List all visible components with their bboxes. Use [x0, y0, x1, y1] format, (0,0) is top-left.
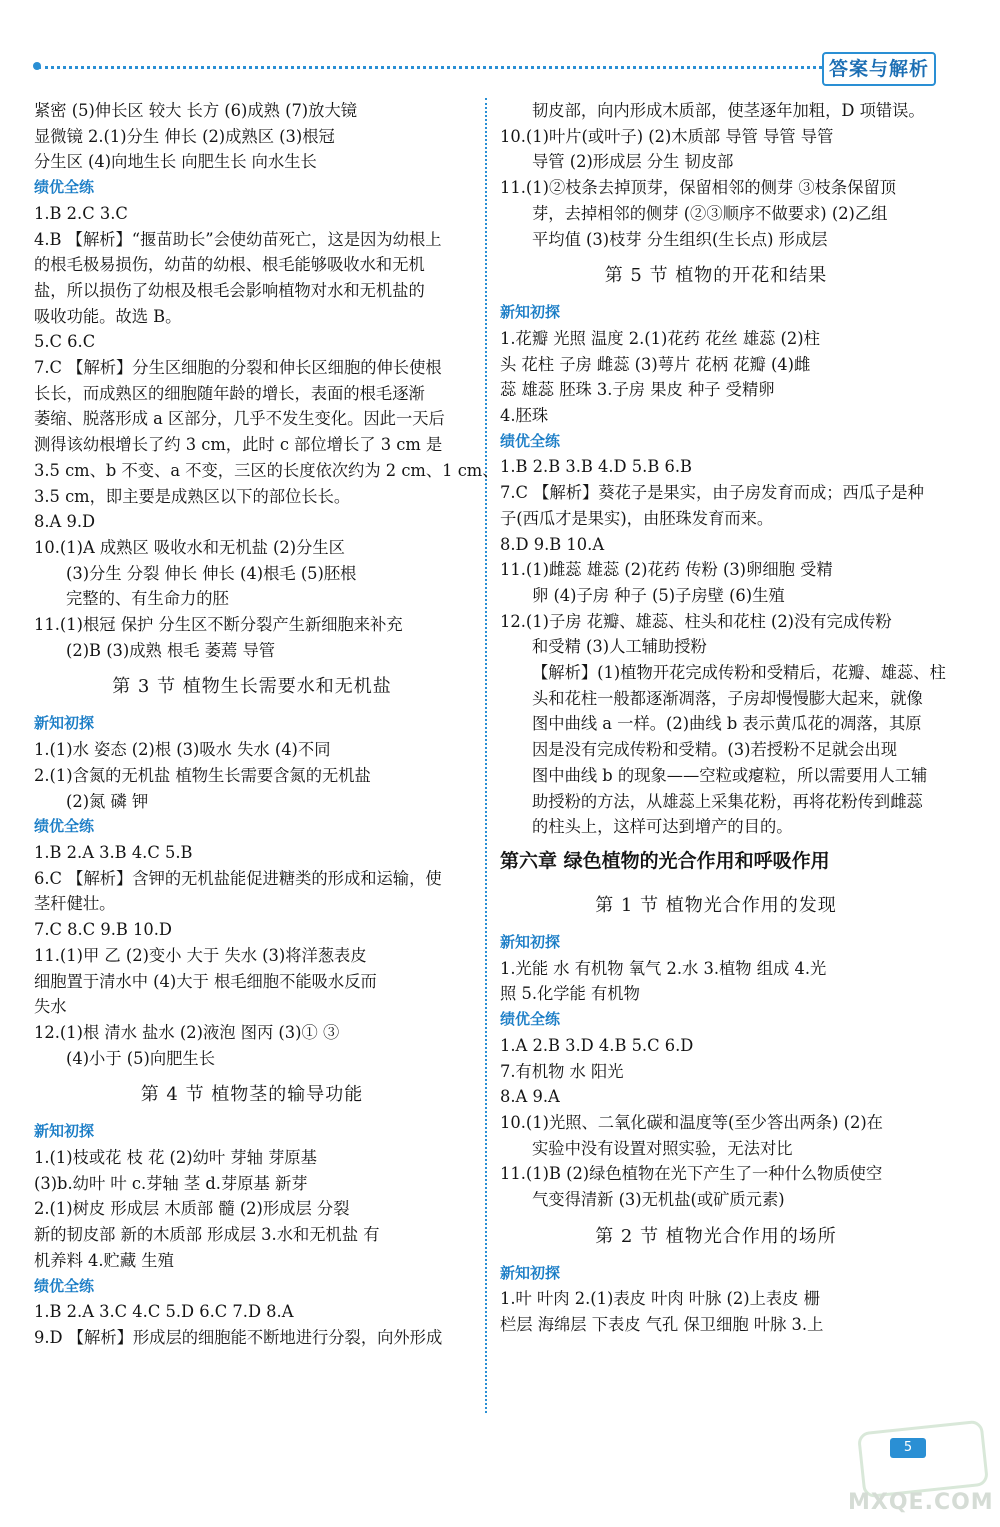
watermark-url: MXQE.COM [848, 1490, 994, 1515]
subsection-label: 新知初探 [500, 1263, 561, 1282]
answer-line: 2.(1)树皮 形成层 木质部 髓 (2)形成层 分裂 [34, 1199, 350, 1219]
answer-line: 芽，去掉相邻的侧芽 (②③顺序不做要求) (2)乙组 [532, 203, 888, 223]
answer-line: 4.胚珠 [500, 406, 549, 426]
answer-line: 6.C 【解析】含钾的无机盐能促进糖类的形成和运输，使 [34, 868, 442, 888]
answer-line: 11.(1)甲 乙 (2)变小 大于 失水 (3)将洋葱表皮 [34, 945, 367, 965]
answer-line: 1.花瓣 光照 温度 2.(1)花药 花丝 雄蕊 (2)柱 [500, 328, 820, 348]
answer-line: 1.A 2.B 3.D 4.B 5.C 6.D [500, 1035, 694, 1055]
answer-line: 导管 (2)形成层 分生 韧皮部 [532, 152, 734, 172]
answer-line: 1.B 2.C 3.C [34, 203, 128, 223]
column-divider [485, 98, 487, 1413]
answer-line: 1.B 2.A 3.B 4.C 5.B [34, 842, 193, 862]
section-heading: 第 3 节 植物生长需要水和无机盐 [112, 676, 392, 698]
answer-line: 子(西瓜才是果实)，由胚珠发育而来。 [500, 508, 774, 528]
answer-line: 12.(1)子房 花瓣、雄蕊、柱头和花柱 (2)没有完成传粉 [500, 611, 892, 631]
answer-line: 失水 [34, 997, 67, 1017]
answer-line: 4.B 【解析】“揠苗助长”会使幼苗死亡，这是因为幼根上 [34, 229, 442, 249]
answer-line: 蕊 雄蕊 胚珠 3.子房 果皮 种子 受精卵 [500, 380, 775, 400]
answer-line: 紧密 (5)伸长区 较大 长方 (6)成熟 (7)放大镜 [34, 101, 358, 120]
answer-line: 萎缩、脱落形成 a 区部分，几乎不发生变化。因此一天后 [34, 409, 445, 429]
answer-line: 3.5 cm、b 不变、a 不变，三区的长度依次约为 2 cm、1 cm、 [34, 460, 499, 480]
header-dotted-rule [38, 66, 828, 69]
answer-line: 1.B 2.B 3.B 4.D 5.B 6.B [500, 457, 692, 477]
left-column [34, 98, 499, 1351]
answer-line: 11.(1)②枝条去掉顶芽，保留相邻的侧芽 ③枝条保留顶 [500, 178, 897, 198]
answer-line: 7.有机物 水 阳光 [500, 1061, 624, 1081]
answer-line: 1.B 2.A 3.C 4.C 5.D 6.C 7.D 8.A [34, 1302, 294, 1322]
answer-line: 测得该幼根增长了约 3 cm，此时 c 部位增长了 3 cm 是 [34, 435, 443, 455]
answer-line: 【解析】(1)植物开花完成传粉和受精后，花瓣、雄蕊、柱 [532, 663, 946, 683]
answer-line: 气变得清新 (3)无机盐(或矿质元素) [532, 1190, 785, 1210]
answer-line: (4)小于 (5)向肥生长 [66, 1048, 215, 1068]
answer-line: 7.C 【解析】葵花子是果实，由子房发育而成；西瓜子是种 [500, 483, 924, 503]
subsection-label: 绩优全练 [500, 1010, 561, 1029]
answer-line: 11.(1)根冠 保护 分生区不断分裂产生新细胞来补充 [34, 615, 403, 635]
answer-line: 8.D 9.B 10.A [500, 534, 605, 554]
answer-line: (3)b.幼叶 叶 c.芽轴 茎 d.芽原基 新芽 [34, 1173, 308, 1193]
subsection-label: 新知初探 [500, 932, 561, 951]
page-number: 5 [890, 1438, 926, 1458]
answer-line: 韧皮部，向内形成木质部，使茎逐年加粗，D 项错误。 [532, 101, 925, 120]
answer-line: (3)分生 分裂 伸长 伸长 (4)根毛 (5)胚根 [66, 563, 357, 583]
answer-line: 10.(1)A 成熟区 吸收水和无机盐 (2)分生区 [34, 537, 345, 557]
answer-line: 7.C 8.C 9.B 10.D [34, 920, 172, 940]
answer-line: 平均值 (3)枝芽 分生组织(生长点) 形成层 [532, 229, 828, 249]
section-heading: 第 5 节 植物的开花和结果 [604, 265, 828, 287]
subsection-label: 新知初探 [34, 1122, 95, 1141]
answer-line: 盐，所以损伤了幼根及根毛会影响植物对水和无机盐的 [34, 280, 425, 300]
answer-line: 实验中没有设置对照实验，无法对比 [532, 1138, 793, 1158]
answer-line: 细胞置于清水中 (4)大于 根毛细胞不能吸水反而 [34, 971, 377, 991]
answer-line: 和受精 (3)人工辅助授粉 [532, 637, 707, 657]
answer-line: 新的韧皮部 新的木质部 形成层 3.水和无机盐 有 [34, 1225, 380, 1245]
answer-line: 1.光能 水 有机物 氧气 2.水 3.植物 组成 4.光 [500, 958, 827, 978]
answer-line: 的柱头上，这样可达到增产的目的。 [532, 817, 793, 837]
subsection-label: 新知初探 [34, 714, 95, 733]
watermark-stamp [857, 1420, 989, 1499]
section-heading: 第 2 节 植物光合作用的场所 [595, 1225, 837, 1247]
answer-line: 11.(1)雌蕊 雄蕊 (2)花药 传粉 (3)卵细胞 受精 [500, 560, 833, 580]
answer-line: 头和花柱一般都逐渐凋落，子房却慢慢膨大起来，就像 [532, 688, 923, 708]
answer-line: 12.(1)根 清水 盐水 (2)液泡 图丙 (3)① ③ [34, 1022, 340, 1042]
answer-line: 9.D 【解析】形成层的细胞能不断地进行分裂，向外形成 [34, 1327, 443, 1347]
answer-line: 的根毛极易损伤，幼苗的幼根、根毛能够吸收水和无机 [34, 255, 425, 275]
answer-line: 8.A 9.D [34, 512, 96, 532]
answer-line: 茎秆健壮。 [34, 894, 116, 914]
answer-line: 2.(1)含氮的无机盐 植物生长需要含氮的无机盐 [34, 765, 371, 785]
answer-line: 完整的、有生命力的胚 [66, 589, 229, 609]
answer-line: 卵 (4)子房 种子 (5)子房壁 (6)生殖 [532, 585, 785, 605]
section-heading: 第 1 节 植物光合作用的发现 [595, 894, 837, 916]
header-badge: 答案与解析 [822, 52, 936, 86]
answer-line: 助授粉的方法，从雄蕊上采集花粉，再将花粉传到雌蕊 [532, 791, 923, 811]
answer-line: 显微镜 2.(1)分生 伸长 (2)成熟区 (3)根冠 [34, 126, 335, 146]
right-column [500, 98, 946, 1338]
answer-line: 机养料 4.贮藏 生殖 [34, 1250, 174, 1270]
answer-line: 长长，而成熟区的细胞随年龄的增长，表面的根毛逐渐 [34, 383, 425, 403]
subsection-label: 绩优全练 [34, 1276, 95, 1295]
answer-line: 3.5 cm，即主要是成熟区以下的部位长长。 [34, 486, 351, 506]
answer-line: 栏层 海绵层 下表皮 气孔 保卫细胞 叶脉 3.上 [500, 1315, 824, 1335]
answer-line: 7.C 【解析】分生区细胞的分裂和伸长区细胞的伸长使根 [34, 358, 442, 378]
answer-line: 10.(1)叶片(或叶子) (2)木质部 导管 导管 导管 [500, 126, 834, 146]
answer-line: 头 花柱 子房 雌蕊 (3)萼片 花柄 花瓣 (4)雌 [500, 354, 811, 374]
chapter-heading: 第六章 绿色植物的光合作用和呼吸作用 [500, 849, 830, 872]
answer-line: 1.叶 叶肉 2.(1)表皮 叶肉 叶脉 (2)上表皮 栅 [500, 1289, 820, 1309]
answer-line: 1.(1)枝或花 枝 花 (2)幼叶 芽轴 芽原基 [34, 1148, 317, 1168]
answer-line: (2)氮 磷 钾 [66, 791, 149, 811]
answer-line: 吸收功能。故选 B。 [34, 306, 182, 326]
answer-line: 分生区 (4)向地生长 向肥生长 向水生长 [34, 152, 317, 172]
subsection-label: 绩优全练 [34, 817, 95, 836]
answer-line: 图中曲线 b 的现象——空粒或瘪粒，所以需要用人工辅 [532, 765, 928, 785]
answer-line: (2)B (3)成熟 根毛 萎蔫 导管 [66, 640, 276, 660]
section-heading: 第 4 节 植物茎的输导功能 [140, 1084, 364, 1106]
answer-line: 因是没有完成传粉和受精。(3)若授粉不足就会出现 [532, 740, 897, 760]
subsection-label: 绩优全练 [500, 431, 561, 450]
answer-line: 8.A 9.A [500, 1087, 560, 1107]
answer-line: 10.(1)光照、二氧化碳和温度等(至少答出两条) (2)在 [500, 1112, 883, 1132]
answer-line: 1.(1)水 姿态 (2)根 (3)吸水 失水 (4)不同 [34, 740, 331, 760]
subsection-label: 绩优全练 [34, 178, 95, 197]
answer-line: 图中曲线 a 一样。(2)曲线 b 表示黄瓜花的凋落，其原 [532, 714, 922, 734]
answer-line: 照 5.化学能 有机物 [500, 984, 640, 1004]
answer-line: 5.C 6.C [34, 332, 96, 352]
subsection-label: 新知初探 [500, 303, 561, 322]
answer-line: 11.(1)B (2)绿色植物在光下产生了一种什么物质使空 [500, 1164, 883, 1184]
